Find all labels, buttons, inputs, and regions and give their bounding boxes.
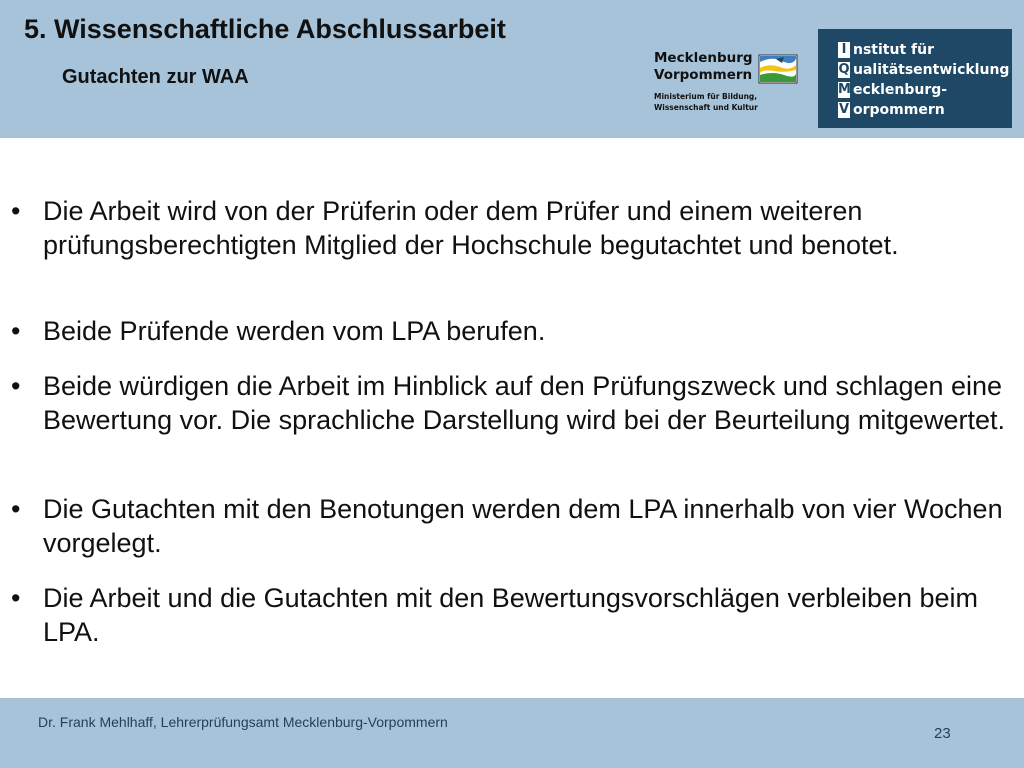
mv-logo-line1: Mecklenburg xyxy=(654,50,753,66)
iq-logo-initial: V xyxy=(838,102,850,117)
bullet-marker: • xyxy=(11,371,21,401)
iq-logo-word: ecklenburg- xyxy=(853,82,948,98)
iq-logo-initial: I xyxy=(838,42,850,58)
footer-author: Dr. Frank Mehlhaff, Lehrerprüfungsamt Mecklenburg-Vorpommern xyxy=(38,714,448,730)
bullet-marker: • xyxy=(11,196,21,226)
bullet-marker: • xyxy=(11,494,21,524)
iq-mv-logo xyxy=(818,29,1012,128)
iq-logo-row xyxy=(838,60,1012,80)
page-number: 23 xyxy=(934,725,951,742)
slide-header xyxy=(0,0,1024,138)
mv-ministry-logo xyxy=(652,50,800,120)
mv-logo-ministry xyxy=(654,91,758,113)
bullet-text: Beide würdigen die Arbeit im Hinblick auf den Prüfungszweck und schlagen eine Bewertung vor. Die sprachliche Darstellung wird bei der Beurteilung mitgewertet. xyxy=(43,371,1005,435)
bullet-text: Die Arbeit wird von der Prüferin oder dem Prüfer und einem weiteren prüfungsberechtigten Mitglied der Hochschule begutachtet und benotet. xyxy=(43,196,899,260)
mv-logo-name xyxy=(654,50,753,84)
iq-logo-initial: M xyxy=(838,82,851,97)
iq-logo-word: ualitätsentwicklung xyxy=(853,62,1010,78)
mv-emblem-icon xyxy=(758,54,798,84)
bullet-text: Die Arbeit und die Gutachten mit den Bewertungsvorschlägen verbleiben beim LPA. xyxy=(43,583,979,647)
mv-ministry-line2: Wissenschaft und Kultur xyxy=(654,103,758,112)
bullet-text: Beide Prüfende werden vom LPA berufen. xyxy=(43,316,546,346)
iq-logo-row xyxy=(838,40,1012,60)
bullet-marker: • xyxy=(11,583,21,613)
bullet-text: Die Gutachten mit den Benotungen werden dem LPA innerhalb von vier Wochen vorgelegt. xyxy=(43,494,1003,558)
iq-logo-word: orpommern xyxy=(853,102,945,118)
mv-logo-line2: Vorpommern xyxy=(654,67,753,83)
iq-logo-row xyxy=(838,100,1012,120)
iq-logo-word: nstitut für xyxy=(853,42,934,58)
bullet-marker: • xyxy=(11,316,21,346)
slide-title: 5. Wissenschaftliche Abschlussarbeit xyxy=(24,14,506,44)
slide-footer xyxy=(0,698,1024,768)
iq-logo-initial: Q xyxy=(838,62,850,77)
iq-logo-row xyxy=(838,80,1012,100)
mv-ministry-line1: Ministerium für Bildung, xyxy=(654,92,758,101)
slide-subtitle: Gutachten zur WAA xyxy=(62,66,249,88)
